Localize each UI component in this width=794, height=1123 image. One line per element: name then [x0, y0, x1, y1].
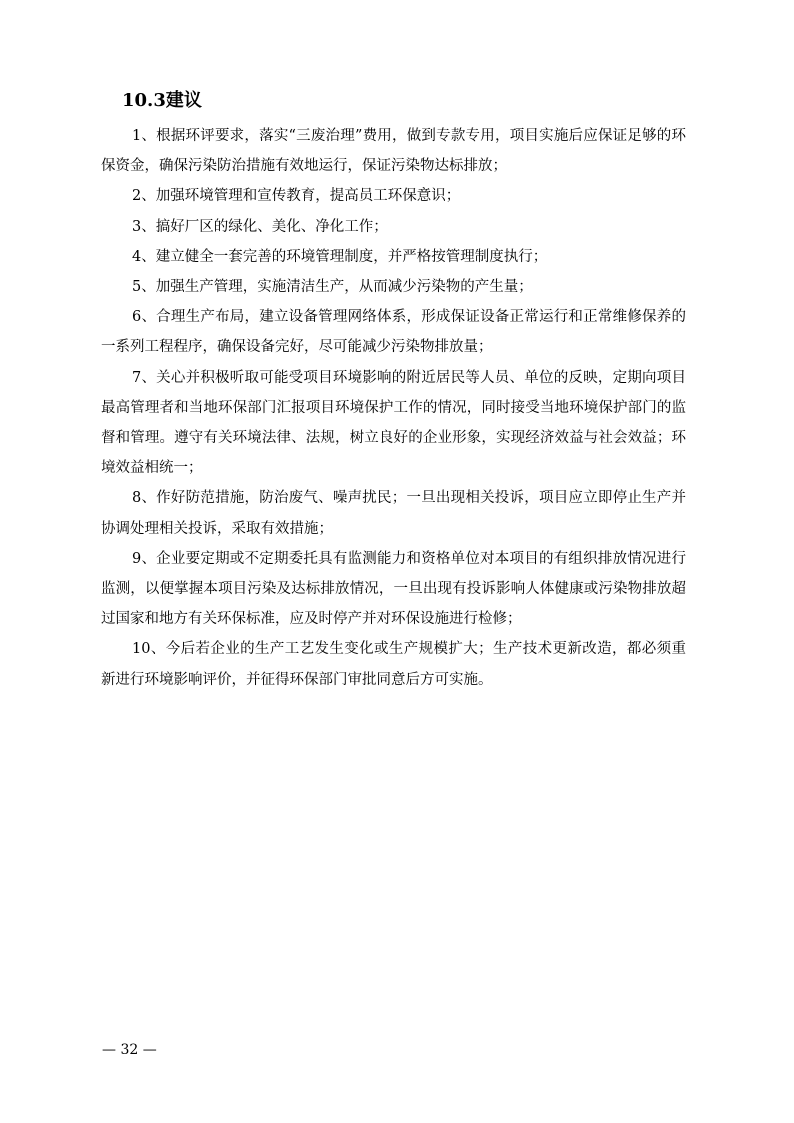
recommendation-item-9: 9、企业要定期或不定期委托具有监测能力和资格单位对本项目的有组织排放情况进行监测，以便掌握本项目污染及达标排放情况，一旦出现有投诉影响人体健康或污染物排放超过国家和地方有关环保标准，应及时停产并对环保设施进行检修； — [101, 550, 686, 628]
recommendation-item-8: 8、作好防范措施，防治废气、噪声扰民；一旦出现相关投诉，项目应立即停止生产并协调处理相关投诉，采取有效措施； — [101, 490, 686, 537]
recommendations-body — [101, 121, 686, 695]
recommendation-item-1: 1、根据环评要求，落实“三废治理”费用，做到专款专用，项目实施后应保证足够的环保资金，确保污染防治措施有效地运行，保证污染物达标排放； — [101, 128, 686, 175]
recommendation-item-6: 6、合理生产布局，建立设备管理网络体系，形成保证设备正常运行和正常维修保养的一系列工程程序，确保设备完好，尽可能减少污染物排放量； — [101, 309, 686, 356]
recommendation-item-2: 2、加强环境管理和宣传教育，提高员工环保意识； — [132, 188, 461, 205]
recommendation-item-5: 5、加强生产管理，实施清洁生产，从而减少污染物的产生量； — [132, 279, 533, 296]
recommendation-item-4: 4、建立健全一套完善的环境管理制度，并严格按管理制度执行； — [132, 248, 548, 265]
section-heading: 10.3建议 — [122, 90, 202, 111]
page-number: — 32 — — [102, 1042, 157, 1058]
recommendation-item-3: 3、搞好厂区的绿化、美化、净化工作； — [132, 218, 388, 235]
recommendation-item-10: 10、今后若企业的生产工艺发生变化或生产规模扩大；生产技术更新改造，都必须重新进行环境影响评价，并征得环保部门审批同意后方可实施。 — [101, 641, 686, 688]
recommendation-item-7: 7、关心并积极听取可能受项目环境影响的附近居民等人员、单位的反映，定期向项目最高管理者和当地环保部门汇报项目环境保护工作的情况，同时接受当地环境保护部门的监督和管理。遵守有关环境法律、法规，树立良好的企业形象，实现经济效益与社会效益；环境效益相统一； — [101, 369, 686, 477]
